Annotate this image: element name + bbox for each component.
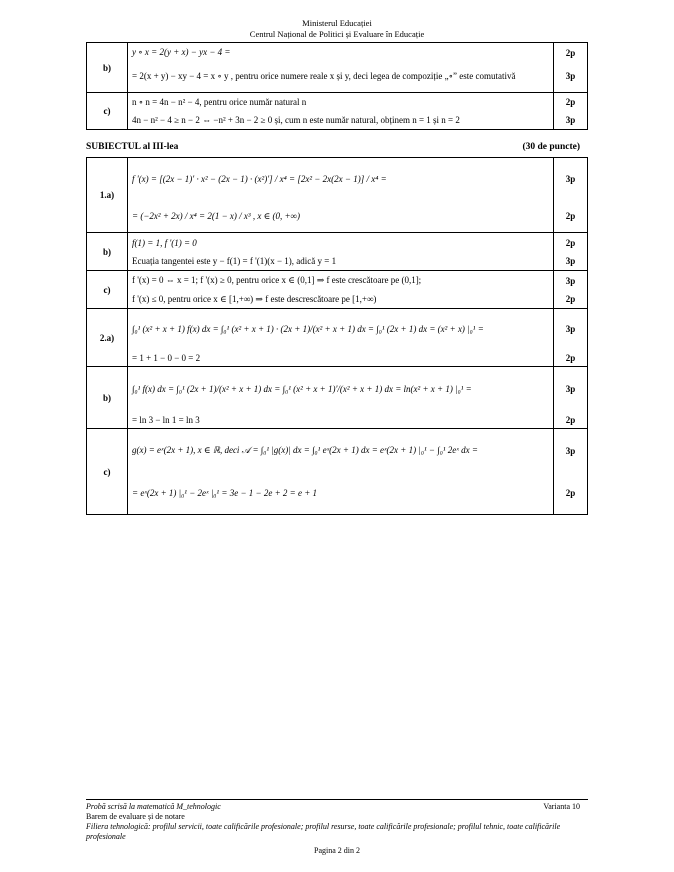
points-cell — [554, 43, 588, 93]
table-row — [87, 233, 588, 271]
points-value: 3p — [565, 275, 576, 286]
solution-line: ∫₀¹ (x² + x + 1) f(x) dx = ∫₀¹ (x² + x + 1) · (2x + 1)/(x² + x + 1) dx = ∫₀¹ (2x + 1) dx = (x² + x) |₀¹ = — [132, 324, 484, 334]
points-value: 2p — [565, 414, 576, 425]
points-value: 3p — [565, 115, 576, 125]
points-value: 3p — [565, 324, 576, 334]
solution-line: g(x) = eˣ(2x + 1), x ∈ ℝ, deci 𝒜 = ∫₀¹ |g(x)| dx = ∫₀¹ eˣ(2x + 1) dx = eˣ(2x + 1) |₀¹ − ∫₀¹ 2eˣ dx = — [132, 445, 478, 455]
item-label: c) — [87, 93, 128, 130]
points-cell — [554, 429, 588, 515]
points-value: 2p — [565, 352, 576, 363]
item-solution — [128, 309, 554, 367]
solution-line: y ∘ x = 2(y + x) − yx − 4 = — [132, 47, 231, 57]
item-label: 2.a) — [87, 309, 128, 367]
solution-line: f '(x) = [(2x − 1)' · x² − (2x − 1) · (x²)'] / x⁴ = [2x² − 2x(2x − 1)] / x⁴ = — [132, 174, 387, 184]
section-points: (30 de puncte) — [522, 142, 580, 152]
solution-line: f '(x) = 0 ⇔ x = 1; f '(x) ≥ 0, pentru orice x ∈ (0,1] ⇒ f este crescătoare pe (0,1]; — [132, 275, 422, 285]
item-label: c) — [87, 271, 128, 309]
section-title: SUBIECTUL al III-lea — [86, 142, 179, 152]
table-row — [87, 158, 588, 233]
header-center: Centrul Național de Politici și Evaluare în Educație — [249, 29, 425, 39]
points-value: 2p — [565, 237, 576, 248]
item-solution — [128, 158, 554, 233]
page-number: Pagina 2 din 2 — [314, 846, 360, 855]
points-cell — [554, 367, 588, 429]
points-value: 2p — [565, 488, 576, 498]
bottom-answer-table — [86, 157, 588, 515]
points-value: 3p — [565, 384, 576, 394]
points-cell — [554, 309, 588, 367]
points-value: 3p — [565, 445, 576, 456]
footer-filiera: Filiera tehnologică: profilul servicii, toate calificările profesionale; profilul resurse, toate calificările profesionale; profilul tehnic, toate calificările profesionale — [86, 822, 561, 841]
solution-line: f(1) = 1, f '(1) = 0 — [132, 237, 197, 248]
table-row — [87, 367, 588, 429]
points-value: 2p — [565, 47, 576, 58]
points-value: 3p — [565, 70, 576, 81]
item-solution — [128, 429, 554, 515]
solution-line: Ecuația tangentei este y − f(1) = f '(1)(x − 1), adică y = 1 — [132, 256, 337, 266]
solution-line: = ln 3 − ln 1 = ln 3 — [132, 414, 200, 425]
page-footer — [86, 799, 588, 856]
solution-line: 4n − n² − 4 ≥ n − 2 ⇔ −n² + 3n − 2 ≥ 0 și, cum n este număr natural, obținem n = 1 și n = 2 — [132, 115, 460, 125]
points-value: 3p — [565, 174, 576, 184]
points-value: 2p — [565, 294, 576, 304]
table-row — [87, 271, 588, 309]
points-cell — [554, 93, 588, 130]
footer-exam-title: Probă scrisă la matematică M_tehnologic — [86, 802, 221, 811]
solution-line: = (−2x² + 2x) / x⁴ = 2(1 − x) / x³ , x ∈ (0, +∞) — [132, 210, 300, 221]
points-value: 3p — [565, 256, 576, 266]
footer-variant: Varianta 10 — [543, 802, 580, 811]
solution-line: n ∘ n = 4n − n² − 4, pentru orice număr natural n — [132, 96, 307, 107]
item-solution — [128, 233, 554, 271]
item-label: c) — [87, 429, 128, 515]
table-row — [87, 429, 588, 515]
item-solution — [128, 367, 554, 429]
item-label: 1.a) — [87, 158, 128, 233]
page-header — [0, 18, 674, 40]
item-label: b) — [87, 367, 128, 429]
item-label: b) — [87, 43, 128, 93]
solution-line: f '(x) ≤ 0, pentru orice x ∈ [1,+∞) ⇒ f este descrescătoare pe [1,+∞) — [132, 293, 377, 304]
solution-line: = eˣ(2x + 1) |₀¹ − 2eˣ |₀¹ = 3e − 1 − 2e + 2 = e + 1 — [132, 488, 318, 498]
item-solution — [128, 271, 554, 309]
top-answer-table — [86, 42, 588, 130]
solution-line: = 2(x + y) − xy − 4 = x ∘ y , pentru orice numere reale x și y, deci legea de compoziție „∘” este comutativă — [132, 70, 516, 81]
points-cell — [554, 233, 588, 271]
table-row — [87, 309, 588, 367]
solution-line: = 1 + 1 − 0 − 0 = 2 — [132, 352, 201, 363]
item-solution — [128, 43, 554, 93]
section-heading — [86, 142, 588, 152]
table-row — [87, 93, 588, 130]
item-label: b) — [87, 233, 128, 271]
item-solution — [128, 93, 554, 130]
points-cell — [554, 271, 588, 309]
points-cell — [554, 158, 588, 233]
table-row — [87, 43, 588, 93]
points-value: 2p — [565, 211, 576, 221]
footer-barem: Barem de evaluare și de notare — [86, 812, 185, 821]
points-value: 2p — [565, 97, 576, 107]
header-ministry: Ministerul Educației — [302, 18, 372, 28]
solution-line: ∫₀¹ f(x) dx = ∫₀¹ (2x + 1)/(x² + x + 1) dx = ∫₀¹ (x² + x + 1)'/(x² + x + 1) dx = ln(x² + x + 1) |₀¹ = — [132, 384, 472, 394]
